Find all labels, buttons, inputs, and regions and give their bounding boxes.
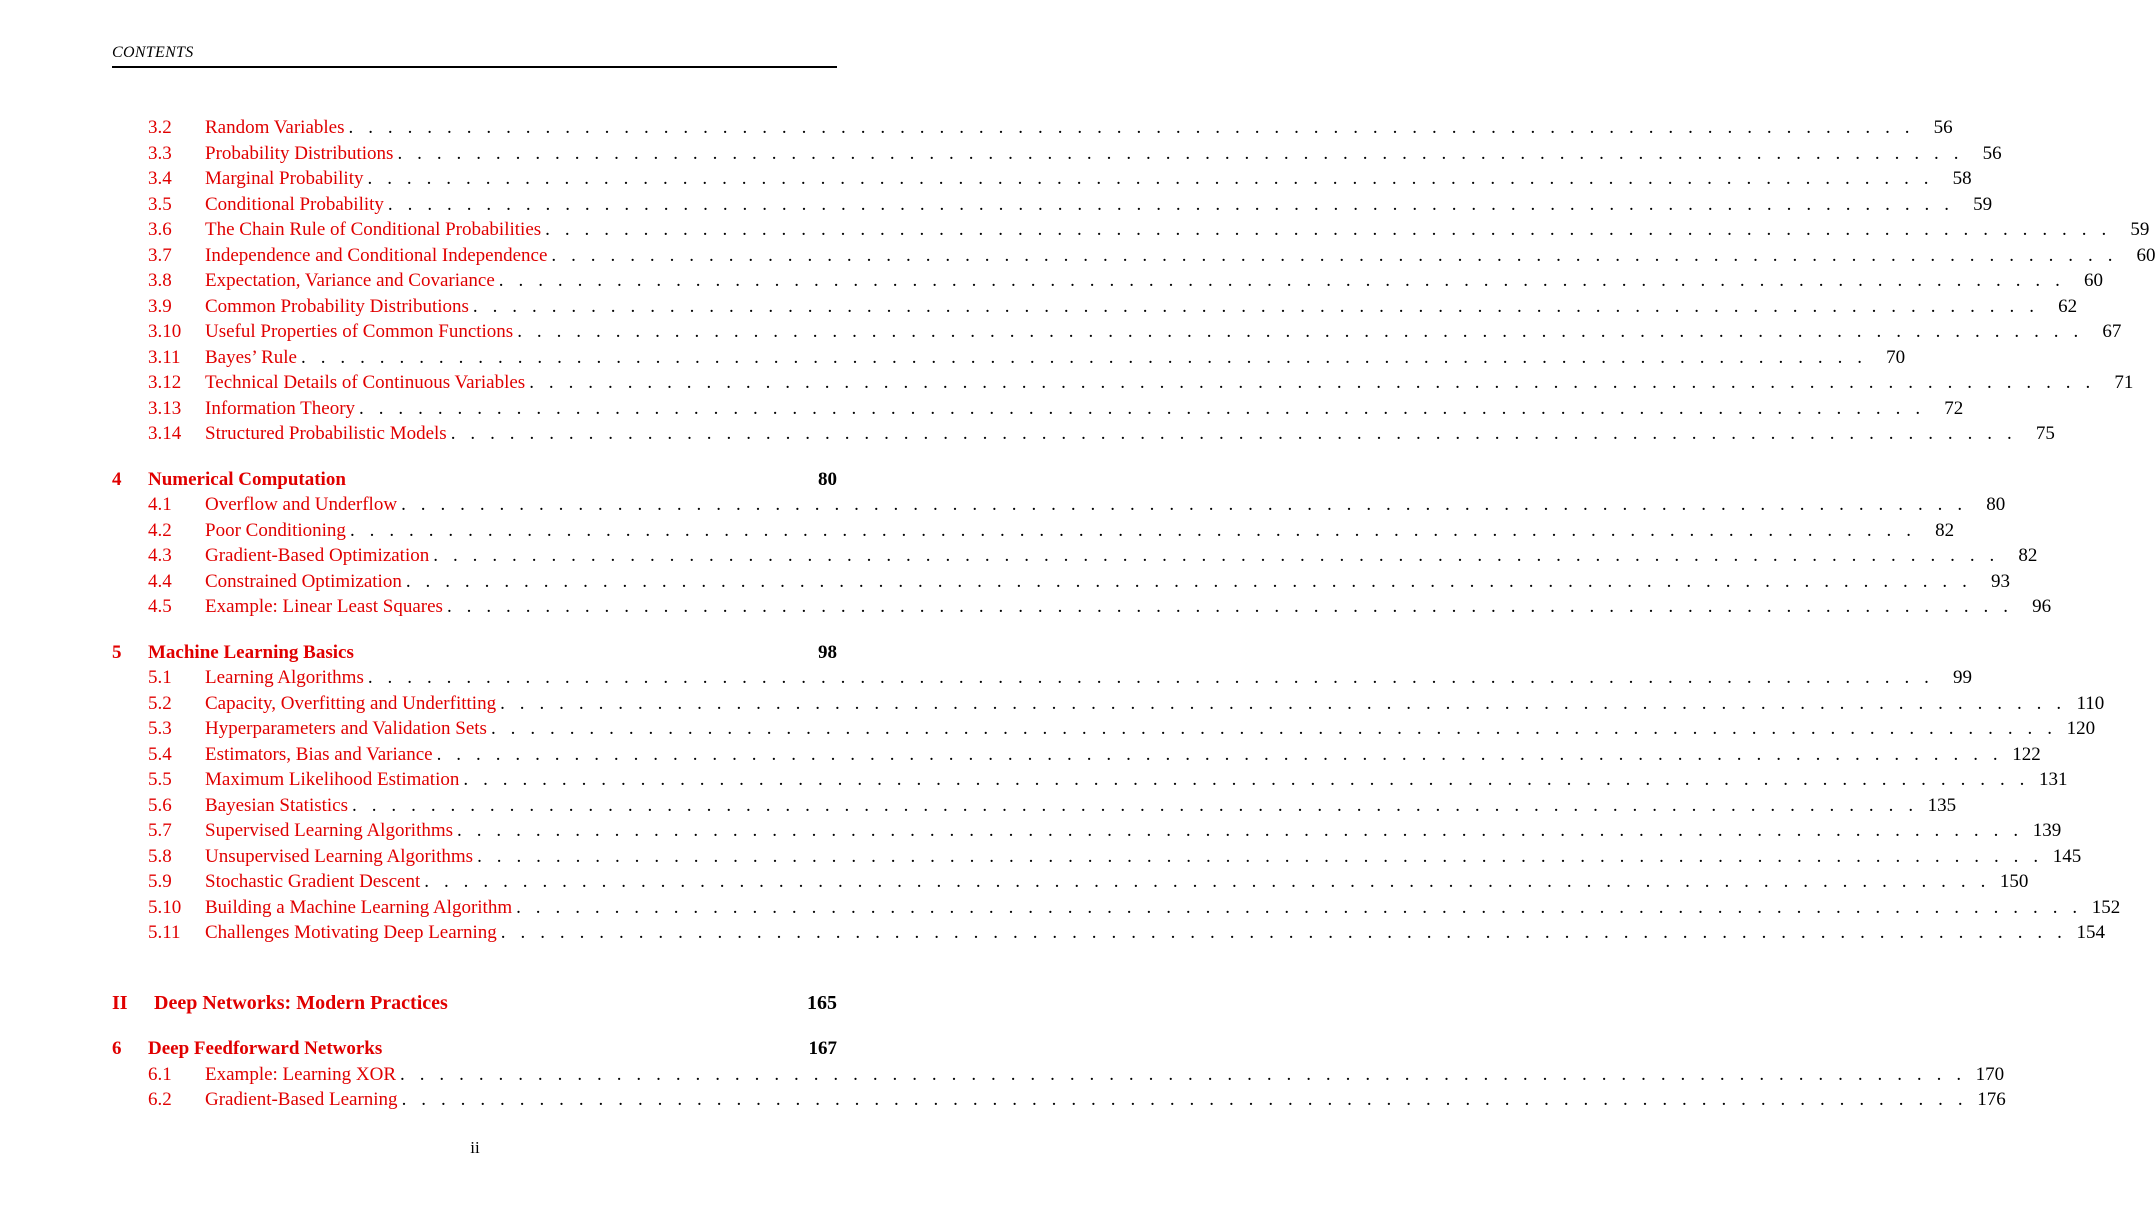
- section-title: Learning Algorithms: [205, 667, 364, 688]
- toc-entry[interactable]: [112, 141, 2002, 167]
- toc-entry[interactable]: [112, 192, 1993, 218]
- section-page: 80: [1986, 494, 2006, 515]
- table-of-contents: [112, 115, 2156, 1113]
- dot-leader: . . . . . . . . . . . . . . . . . . . . . . . . . . . . . . . . . . . . . . . . . . . . . . . . . . . . . . . . . . . . . . . . . . . . . . . . . . . . . . . .: [359, 397, 1926, 419]
- section-number: 4.4: [148, 570, 172, 592]
- section-number: 5.1: [148, 667, 172, 688]
- section-title: Example: Linear Least Squares: [205, 596, 443, 617]
- ch6-section-list: [112, 1062, 2006, 1113]
- toc-entry[interactable]: [112, 243, 2156, 269]
- section-title: Bayesian Statistics: [205, 794, 349, 816]
- section-title: Challenges Motivating Deep Learning: [205, 922, 497, 943]
- section-number: 5.4: [148, 743, 172, 765]
- section-number: 3.14: [148, 423, 182, 444]
- section-title: Hyperparameters and Validation Sets: [205, 718, 487, 739]
- dot-leader: . . . . . . . . . . . . . . . . . . . . . . . . . . . . . . . . . . . . . . . . . . . . . . . . . . . . . . . . . . . . . . . . . . . . . . . . . . . . . . . .: [401, 494, 1968, 515]
- section-title: Structured Probabilistic Models: [205, 423, 447, 444]
- section-title: Gradient-Based Learning: [205, 1089, 398, 1110]
- toc-entry[interactable]: [112, 920, 2105, 946]
- dot-leader: . . . . . . . . . . . . . . . . . . . . . . . . . . . . . . . . . . . . . . . . . . . . . . . . . . . . . . . . . . . . . . . . . . . . . . . . . . . . . . . .: [301, 346, 1868, 368]
- section-page: 154: [2076, 922, 2105, 943]
- section-title: Example: Learning XOR: [205, 1063, 397, 1085]
- section-number: 5.5: [148, 769, 172, 790]
- section-page: 59: [1973, 193, 1993, 215]
- section-page: 56: [1982, 142, 2002, 164]
- chapter-title: Machine Learning Basics: [148, 641, 354, 663]
- section-title: Overflow and Underflow: [205, 494, 398, 515]
- toc-entry[interactable]: [112, 217, 2150, 243]
- section-title: Conditional Probability: [205, 193, 384, 215]
- section-title: Useful Properties of Common Functions: [205, 321, 514, 342]
- section-title: Probability Distributions: [205, 142, 394, 164]
- section-page: 82: [2018, 545, 2038, 566]
- dot-leader: . . . . . . . . . . . . . . . . . . . . . . . . . . . . . . . . . . . . . . . . . . . . . . . . . . . . . . . . . . . . . . . . . . . . . . . . . . . . . . . .: [529, 372, 2096, 393]
- section-page: 170: [1975, 1063, 2005, 1085]
- toc-chapter-6[interactable]: [112, 1036, 837, 1062]
- section-number: 4.3: [148, 545, 172, 566]
- section-number: 4.2: [148, 519, 172, 541]
- section-title: Building a Machine Learning Algorithm: [205, 896, 513, 918]
- toc-entry[interactable]: [112, 115, 1953, 141]
- section-title: Maximum Likelihood Estimation: [205, 769, 460, 790]
- section-number: 6.1: [148, 1063, 172, 1085]
- section-page: 60: [2083, 270, 2103, 291]
- toc-entry[interactable]: [112, 793, 1957, 819]
- section-page: 131: [2039, 769, 2068, 790]
- section-page: 71: [2114, 372, 2134, 393]
- section-title: Common Probability Distributions: [205, 295, 469, 317]
- section-title: Estimators, Bias and Variance: [205, 743, 433, 765]
- toc-entry[interactable]: [112, 742, 2041, 768]
- toc-entry[interactable]: [112, 594, 2052, 620]
- dot-leader: . . . . . . . . . . . . . . . . . . . . . . . . . . . . . . . . . . . . . . . . . . . . . . . . . . . . . . . . . . . . . . . . . . . . . . . . . . . . . . . .: [401, 1089, 1968, 1110]
- section-page: 72: [1944, 397, 1964, 419]
- chapter-page: 167: [808, 1038, 837, 1059]
- toc-entry[interactable]: [112, 370, 2134, 396]
- running-title: CONTENTS: [112, 44, 194, 61]
- section-title: Capacity, Overfitting and Underfitting: [205, 692, 497, 714]
- section-number: 4.5: [148, 596, 172, 617]
- section-page: 58: [1952, 168, 1972, 189]
- section-number: 5.7: [148, 820, 172, 841]
- section-number: 3.4: [148, 168, 172, 189]
- part-title: Deep Networks: Modern Practices: [154, 991, 448, 1014]
- dot-leader: . . . . . . . . . . . . . . . . . . . . . . . . . . . . . . . . . . . . . . . . . . . . . . . . . . . . . . . . . . . . . . . . . . . . . . . . . . . . . . . .: [349, 519, 1917, 541]
- section-page: 75: [2035, 423, 2055, 444]
- section-number: 3.3: [148, 142, 172, 164]
- toc-entry[interactable]: [112, 166, 1972, 192]
- dot-leader: . . . . . . . . . . . . . . . . . . . . . . . . . . . . . . . . . . . . . . . . . . . . . . . . . . . . . . . . . . . . . . . . . . . . . . . . . . . . . . . .: [367, 168, 1934, 189]
- chapter-page: 80: [818, 468, 837, 490]
- section-number: 3.6: [148, 219, 172, 240]
- toc-chapter-5[interactable]: [112, 640, 837, 666]
- toc-entry[interactable]: [112, 543, 2038, 569]
- toc-entry[interactable]: [112, 716, 2096, 742]
- section-title: Marginal Probability: [205, 168, 364, 189]
- section-number: 3.13: [148, 397, 182, 419]
- section-number: 3.2: [148, 117, 172, 138]
- section-page: 93: [1990, 570, 2010, 592]
- section-page: 56: [1933, 117, 1953, 138]
- toc-entry[interactable]: [112, 665, 1972, 691]
- section-number: 3.10: [148, 321, 182, 342]
- section-page: 176: [1977, 1089, 2006, 1110]
- section-title: Random Variables: [205, 117, 345, 138]
- section-number: 5.3: [148, 718, 172, 739]
- toc-chapter-4[interactable]: [112, 467, 837, 493]
- dot-leader: . . . . . . . . . . . . . . . . . . . . . . . . . . . . . . . . . . . . . . . . . . . . . . . . . . . . . . . . . . . . . . . . . . . . . . . . . . . . . . . .: [424, 871, 1991, 892]
- dot-leader: . . . . . . . . . . . . . . . . . . . . . . . . . . . . . . . . . . . . . . . . . . . . . . . . . . . . . . . . . . . . . . . . . . . . . . . . . . . . . . . .: [551, 244, 2118, 266]
- dot-leader: . . . . . . . . . . . . . . . . . . . . . . . . . . . . . . . . . . . . . . . . . . . . . . . . . . . . . . . . . . . . . . . . . . . . . . . . . . . . . . . .: [352, 794, 1919, 816]
- toc-entry[interactable]: [112, 492, 2006, 518]
- dot-leader: . . . . . . . . . . . . . . . . . . . . . . . . . . . . . . . . . . . . . . . . . . . . . . . . . . . . . . . . . . . . . . . . . . . . . . . . . . . . . . . .: [463, 769, 2030, 790]
- dot-leader: . . . . . . . . . . . . . . . . . . . . . . . . . . . . . . . . . . . . . . . . . . . . . . . . . . . . . . . . . . . . . . . . . . . . . . . . . . . . . . . .: [387, 193, 1955, 215]
- section-number: 5.9: [148, 871, 172, 892]
- section-page: 150: [1999, 871, 2029, 892]
- dot-leader: . . . . . . . . . . . . . . . . . . . . . . . . . . . . . . . . . . . . . . . . . . . . . . . . . . . . . . . . . . . . . . . . . . . . . . . . . . . . . . . .: [545, 219, 2112, 240]
- section-page: 82: [1935, 519, 1955, 541]
- section-number: 5.8: [148, 845, 172, 867]
- part-page: 165: [807, 991, 837, 1014]
- dot-leader: . . . . . . . . . . . . . . . . . . . . . . . . . . . . . . . . . . . . . . . . . . . . . . . . . . . . . . . . . . . . . . . . . . . . . . . . . . . . . . . .: [516, 896, 2083, 918]
- section-number: 3.9: [148, 295, 172, 317]
- dot-leader: . . . . . . . . . . . . . . . . . . . . . . . . . . . . . . . . . . . . . . . . . . . . . . . . . . . . . . . . . . . . . . . . . . . . . . . . . . . . . . . .: [490, 718, 2058, 739]
- ch4-section-list: [112, 492, 2052, 620]
- dot-leader: . . . . . . . . . . . . . . . . . . . . . . . . . . . . . . . . . . . . . . . . . . . . . . . . . . . . . . . . . . . . . . . . . . . . . . . . . . . . . . . .: [450, 423, 2017, 444]
- toc-entry[interactable]: [112, 767, 2068, 793]
- dot-leader: . . . . . . . . . . . . . . . . . . . . . . . . . . . . . . . . . . . . . . . . . . . . . . . . . . . . . . . . . . . . . . . . . . . . . . . . . . . . . . . .: [405, 570, 1972, 592]
- dot-leader: . . . . . . . . . . . . . . . . . . . . . . . . . . . . . . . . . . . . . . . . . . . . . . . . . . . . . . . . . . . . . . . . . . . . . . . . . . . . . . . .: [367, 667, 1934, 688]
- dot-leader: . . . . . . . . . . . . . . . . . . . . . . . . . . . . . . . . . . . . . . . . . . . . . . . . . . . . . . . . . . . . . . . . . . . . . . . . . . . . . . . .: [400, 1063, 1967, 1085]
- toc-entry[interactable]: [112, 691, 2105, 717]
- section-number: 5.6: [148, 794, 172, 816]
- chapter-title: Numerical Computation: [148, 468, 346, 490]
- section-number: 5.11: [148, 922, 181, 943]
- chapter-title: Deep Feedforward Networks: [148, 1038, 383, 1059]
- toc-entry[interactable]: [112, 895, 2121, 921]
- toc-entry[interactable]: [112, 421, 2055, 447]
- section-page: 139: [2032, 820, 2062, 841]
- section-number: 5.10: [148, 896, 182, 918]
- chapter-number: 6: [112, 1038, 122, 1059]
- section-page: 110: [2076, 692, 2105, 714]
- section-title: The Chain Rule of Conditional Probabilities: [205, 219, 542, 240]
- section-page: 96: [2032, 596, 2052, 617]
- section-page: 62: [2058, 295, 2078, 317]
- dot-leader: . . . . . . . . . . . . . . . . . . . . . . . . . . . . . . . . . . . . . . . . . . . . . . . . . . . . . . . . . . . . . . . . . . . . . . . . . . . . . . . .: [446, 596, 2014, 617]
- dot-leader: . . . . . . . . . . . . . . . . . . . . . . . . . . . . . . . . . . . . . . . . . . . . . . . . . . . . . . . . . . . . . . . . . . . . . . . . . . . . . . . .: [500, 922, 2067, 943]
- section-page: 99: [1953, 667, 1972, 688]
- toc-entry[interactable]: [112, 569, 2010, 595]
- dot-leader: . . . . . . . . . . . . . . . . . . . . . . . . . . . . . . . . . . . . . . . . . . . . . . . . . . . . . . . . . . . . . . . . . . . . . . . . . . . . . . . .: [397, 142, 1964, 164]
- section-page: 120: [2066, 718, 2096, 739]
- toc-entry[interactable]: [112, 1062, 2005, 1088]
- dot-leader: . . . . . . . . . . . . . . . . . . . . . . . . . . . . . . . . . . . . . . . . . . . . . . . . . . . . . . . . . . . . . . . . . . . . . . . . . . . . . . . .: [498, 270, 2065, 291]
- toc-entry[interactable]: [112, 294, 2078, 320]
- dot-leader: . . . . . . . . . . . . . . . . . . . . . . . . . . . . . . . . . . . . . . . . . . . . . . . . . . . . . . . . . . . . . . . . . . . . . . . . . . . . . . . .: [457, 820, 2024, 841]
- toc-part-2[interactable]: [112, 991, 837, 1017]
- section-number: 6.2: [148, 1089, 172, 1110]
- dot-leader: . . . . . . . . . . . . . . . . . . . . . . . . . . . . . . . . . . . . . . . . . . . . . . . . . . . . . . . . . . . . . . . . . . . . . . . . . . . . . . . .: [517, 321, 2084, 342]
- section-number: 3.12: [148, 372, 182, 393]
- section-page: 145: [2052, 845, 2082, 867]
- running-header: [112, 44, 837, 68]
- toc-entry[interactable]: [112, 345, 1906, 371]
- section-number: 3.5: [148, 193, 172, 215]
- ch3-section-list: [112, 115, 2156, 447]
- section-title: Constrained Optimization: [205, 570, 402, 592]
- section-title: Supervised Learning Algorithms: [205, 820, 454, 841]
- section-page: 70: [1886, 346, 1906, 368]
- toc-entry[interactable]: [112, 396, 1964, 422]
- toc-entry[interactable]: [112, 869, 2029, 895]
- section-title: Independence and Conditional Independence: [205, 244, 548, 266]
- toc-entry[interactable]: [112, 1087, 2006, 1113]
- toc-entry[interactable]: [112, 818, 2062, 844]
- dot-leader: . . . . . . . . . . . . . . . . . . . . . . . . . . . . . . . . . . . . . . . . . . . . . . . . . . . . . . . . . . . . . . . . . . . . . . . . . . . . . . . .: [500, 692, 2067, 714]
- dot-leader: . . . . . . . . . . . . . . . . . . . . . . . . . . . . . . . . . . . . . . . . . . . . . . . . . . . . . . . . . . . . . . . . . . . . . . . . . . . . . . . .: [472, 295, 2040, 317]
- dot-leader: . . . . . . . . . . . . . . . . . . . . . . . . . . . . . . . . . . . . . . . . . . . . . . . . . . . . . . . . . . . . . . . . . . . . . . . . . . . . . . . .: [433, 545, 2000, 566]
- ch5-section-list: [112, 665, 2121, 946]
- section-number: 4.1: [148, 494, 172, 515]
- toc-entry[interactable]: [112, 518, 1955, 544]
- section-number: 5.2: [148, 692, 172, 714]
- dot-leader: . . . . . . . . . . . . . . . . . . . . . . . . . . . . . . . . . . . . . . . . . . . . . . . . . . . . . . . . . . . . . . . . . . . . . . . . . . . . . . . .: [348, 117, 1915, 138]
- section-page: 122: [2012, 743, 2041, 765]
- section-page: 152: [2091, 896, 2121, 918]
- section-number: 3.7: [148, 244, 172, 266]
- section-number: 3.8: [148, 270, 172, 291]
- section-page: 59: [2130, 219, 2150, 240]
- part-number: II: [112, 991, 128, 1014]
- chapter-number: 5: [112, 641, 122, 663]
- toc-entry[interactable]: [112, 268, 2103, 294]
- page-number: ii: [470, 1138, 480, 1157]
- section-title: Expectation, Variance and Covariance: [205, 270, 495, 291]
- section-title: Bayes’ Rule: [205, 346, 297, 368]
- section-title: Technical Details of Continuous Variables: [205, 372, 526, 393]
- section-page: 67: [2102, 321, 2122, 342]
- toc-entry[interactable]: [112, 319, 2122, 345]
- dot-leader: . . . . . . . . . . . . . . . . . . . . . . . . . . . . . . . . . . . . . . . . . . . . . . . . . . . . . . . . . . . . . . . . . . . . . . . . . . . . . . . .: [436, 743, 2003, 765]
- section-page: 135: [1927, 794, 1957, 816]
- section-title: Gradient-Based Optimization: [205, 545, 430, 566]
- section-title: Unsupervised Learning Algorithms: [205, 845, 474, 867]
- section-title: Stochastic Gradient Descent: [205, 871, 421, 892]
- chapter-page: 98: [818, 641, 837, 663]
- chapter-number: 4: [112, 468, 122, 490]
- section-page: 60: [2136, 244, 2156, 266]
- section-title: Information Theory: [205, 397, 356, 419]
- section-title: Poor Conditioning: [205, 519, 346, 541]
- toc-entry[interactable]: [112, 844, 2082, 870]
- dot-leader: . . . . . . . . . . . . . . . . . . . . . . . . . . . . . . . . . . . . . . . . . . . . . . . . . . . . . . . . . . . . . . . . . . . . . . . . . . . . . . . .: [477, 845, 2044, 867]
- section-number: 3.11: [148, 346, 181, 368]
